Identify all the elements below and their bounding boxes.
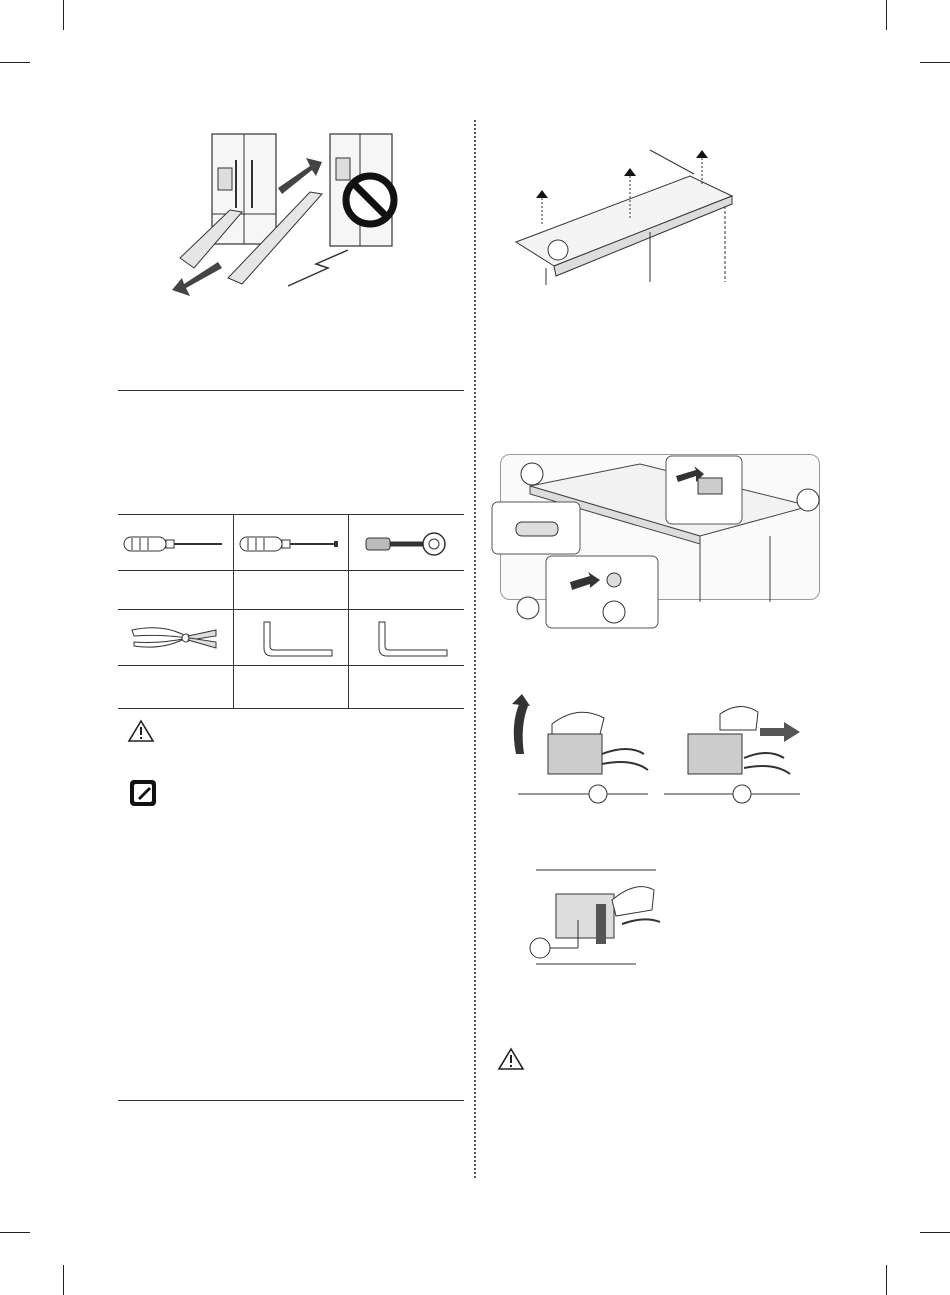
pliers-icon: [130, 620, 220, 656]
crop-mark: [886, 0, 887, 30]
crop-mark: [0, 62, 30, 63]
warning-triangle-icon: [498, 1048, 524, 1070]
table-col-divider: [233, 514, 234, 708]
column-divider: [474, 120, 476, 1178]
note-pencil-icon: [129, 779, 157, 807]
table-rule: [118, 708, 464, 709]
allen-wrench-icon: [373, 620, 453, 656]
wire-disconnect-illustration: [490, 452, 830, 652]
crop-mark: [886, 1265, 887, 1295]
crop-mark: [920, 62, 950, 63]
warning-triangle-icon: [128, 720, 154, 742]
section-rule: [118, 1100, 464, 1101]
flat-screwdriver-icon: [238, 532, 343, 556]
phillips-screwdriver-icon: [122, 532, 227, 556]
crop-mark: [920, 1232, 950, 1233]
hinge-insert-illustration: [526, 860, 676, 976]
top-cover-illustration: [510, 140, 770, 285]
fridge-move-illustration: [170, 128, 420, 298]
table-rule: [118, 514, 464, 515]
section-rule: [118, 390, 464, 391]
hinge-lift-illustration: [508, 694, 658, 804]
allen-wrench-icon: [258, 620, 338, 656]
crop-mark: [0, 1232, 30, 1233]
crop-mark: [63, 0, 64, 30]
table-rule: [118, 570, 464, 571]
socket-wrench-icon: [362, 530, 452, 558]
table-col-divider: [348, 514, 349, 708]
crop-mark: [63, 1265, 64, 1295]
table-rule: [118, 609, 464, 610]
table-rule: [118, 665, 464, 666]
hinge-remove-illustration: [660, 694, 810, 804]
